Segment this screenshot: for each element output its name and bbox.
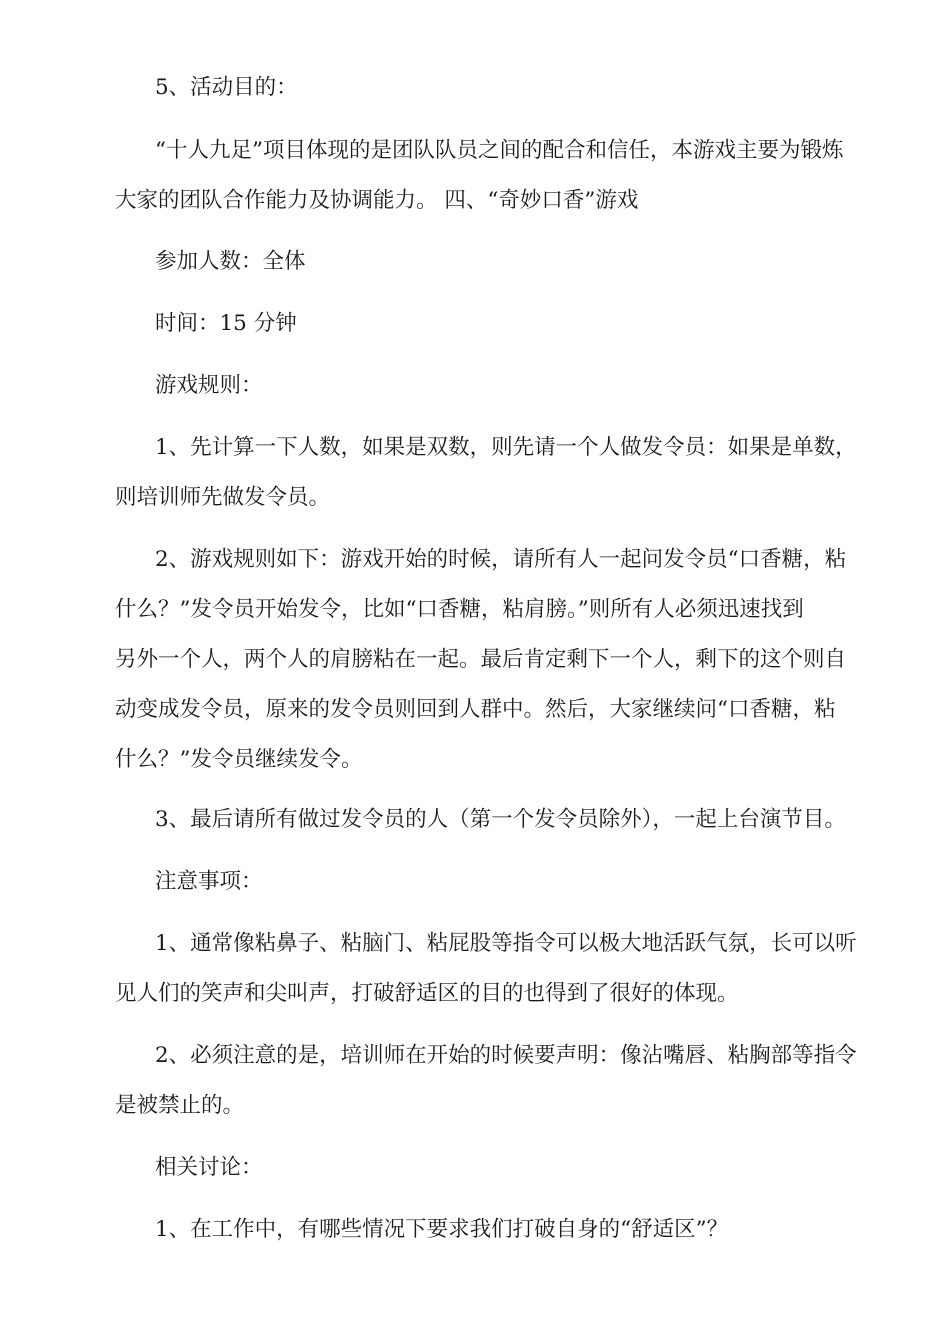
- text-line: 什么？”发令员开始发令，比如“口香糖，粘肩膀。”则所有人必须迅速找到: [115, 597, 804, 622]
- text-line: 5、活动目的：: [155, 75, 298, 100]
- text-line: 1、在工作中，有哪些情况下要求我们打破自身的“舒适区”？: [155, 1217, 729, 1242]
- paragraph-rule-3: [115, 795, 885, 845]
- paragraph-note-1: [115, 919, 885, 1019]
- text-line: 参加人数：全体: [155, 249, 306, 274]
- paragraph-discussion-heading: [115, 1143, 885, 1193]
- paragraph-activity-purpose-heading: [115, 63, 885, 113]
- paragraph-note-2: [115, 1031, 885, 1131]
- paragraph-discussion-1: [115, 1205, 885, 1255]
- text-line: 则培训师先做发令员。: [115, 485, 331, 510]
- paragraph-notes-heading: [115, 857, 885, 907]
- text-line: “十人九足”项目体现的是团队队员之间的配合和信任，本游戏主要为锻炼: [155, 138, 844, 163]
- paragraph-rule-1: [115, 423, 885, 523]
- text-line: 是被禁止的。: [115, 1093, 245, 1118]
- paragraph-duration: [115, 299, 885, 349]
- text-line: 3、最后请所有做过发令员的人（第一个发令员除外），一起上台演节目。: [155, 807, 846, 832]
- text-line: 注意事项：: [155, 869, 263, 894]
- paragraph-game-rules-heading: [115, 361, 885, 411]
- text-line: 见人们的笑声和尖叫声，打破舒适区的目的也得到了很好的体现。: [115, 981, 739, 1006]
- text-line: 什么？”发令员继续发令。: [115, 747, 363, 772]
- paragraph-rule-2: [115, 535, 885, 785]
- text-line: 另外一个人，两个人的肩膀粘在一起。最后肯定剩下一个人，剩下的这个则自: [115, 647, 847, 672]
- text-line: 2、游戏规则如下：游戏开始的时候，请所有人一起问发令员“口香糖，粘: [155, 547, 847, 572]
- text-line: 大家的团队合作能力及协调能力。 四、“奇妙口香”游戏: [115, 188, 639, 213]
- text-line: 游戏规则：: [155, 373, 263, 398]
- paragraph-activity-purpose-body: [115, 126, 885, 226]
- text-line: 1、通常像粘鼻子、粘脑门、粘屁股等指令可以极大地活跃气氛，长可以听: [155, 931, 857, 956]
- text-line: 动变成发令员，原来的发令员则回到人群中。然后，大家继续问“口香糖，粘: [115, 697, 836, 722]
- text-line: 2、必须注意的是，培训师在开始的时候要声明：像沾嘴唇、粘胸部等指令: [155, 1043, 857, 1068]
- text-line: 时间：15 分钟: [155, 311, 297, 336]
- paragraph-participants: [115, 237, 885, 287]
- text-line: 1、先计算一下人数，如果是双数，则先请一个人做发令员：如果是单数，: [155, 435, 857, 460]
- text-line: 相关讨论：: [155, 1155, 263, 1180]
